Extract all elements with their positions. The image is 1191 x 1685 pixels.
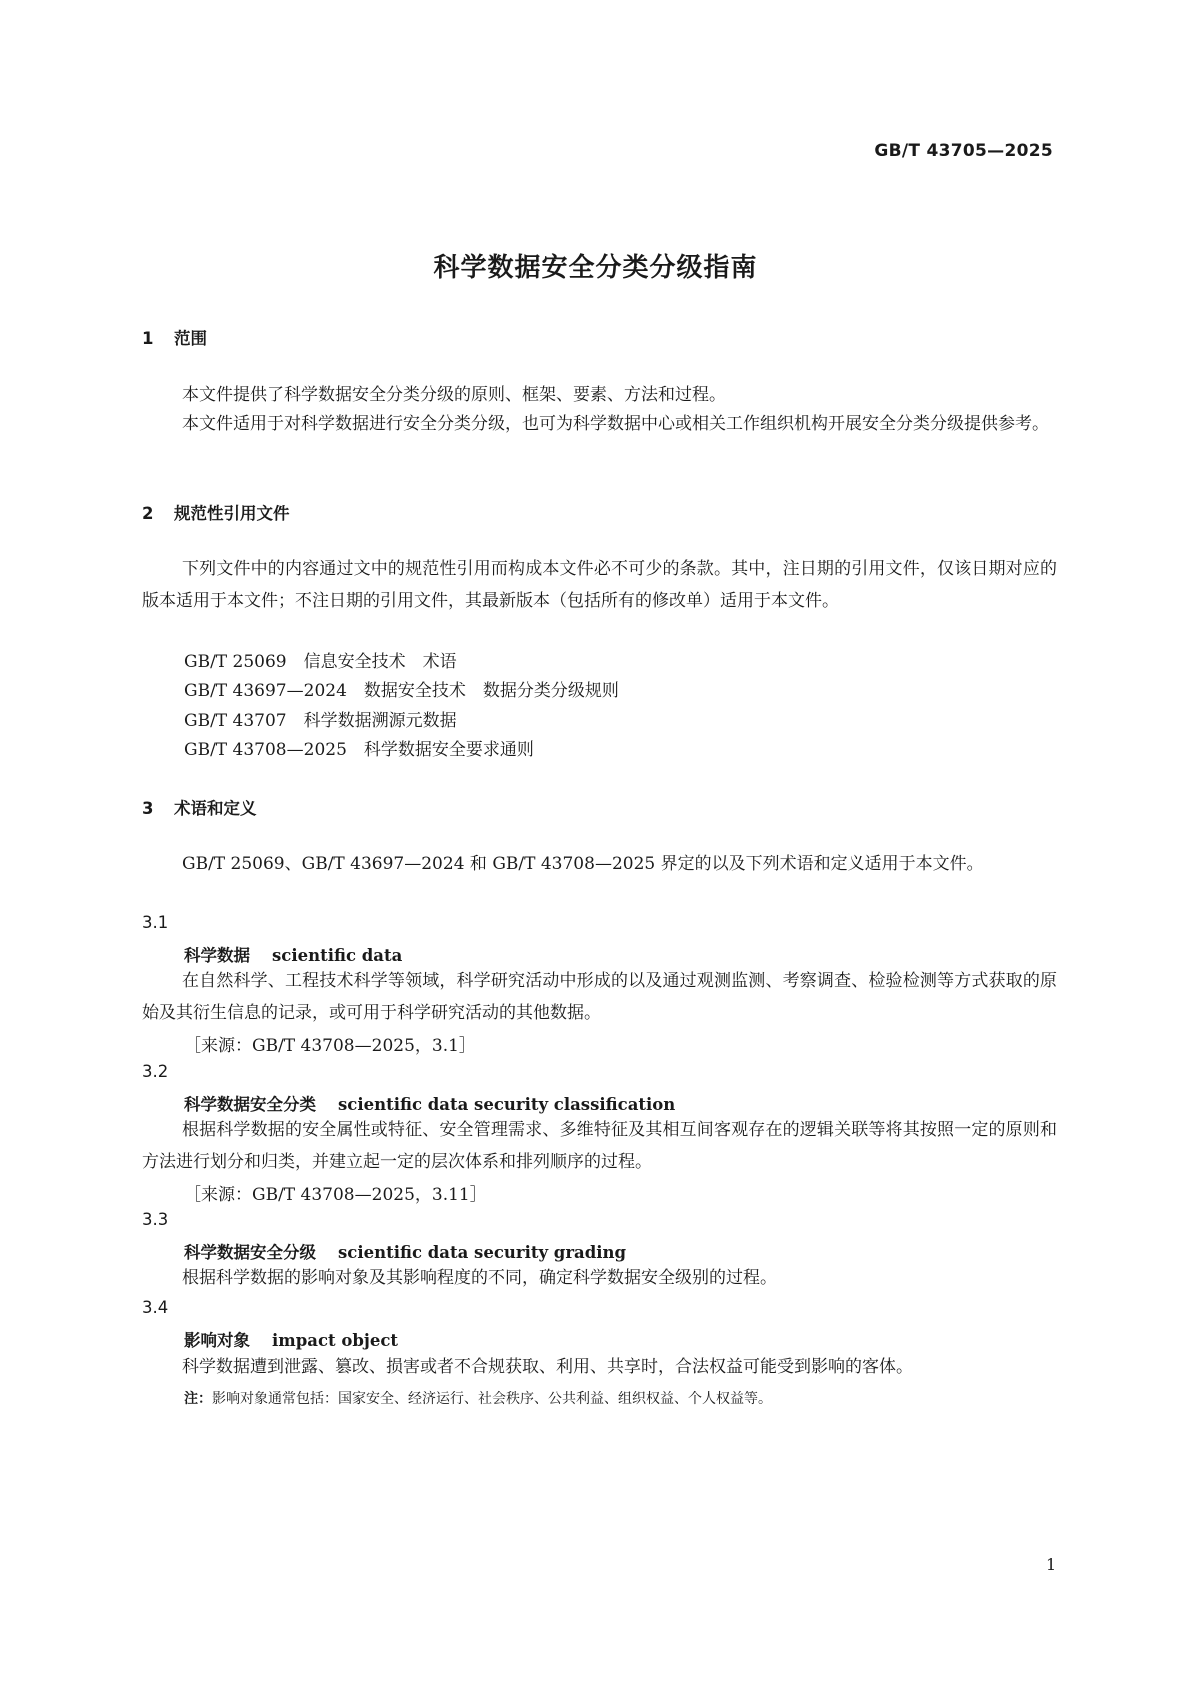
section-3-heading [142, 795, 257, 819]
term-en: scientific data security classification [338, 1095, 676, 1114]
reference-code: GB/T 43697—2024 [184, 681, 347, 701]
reference-title: 信息安全技术 术语 [303, 652, 457, 672]
reference-title: 数据安全技术 数据分类分级规则 [363, 681, 619, 701]
section-number: 3 [142, 799, 154, 818]
term-zh: 科学数据 [184, 946, 250, 965]
term-en: scientific data [272, 946, 403, 965]
paragraph: 下列文件中的内容通过文中的规范性引用而构成本文件必不可少的条款。其中，注日期的引用文件，仅该日期对应的版本适用于本文件；不注日期的引用文件，其最新版本（包括所有的修改单）适用于本文件。 [142, 559, 1057, 611]
term-number: 3.2 [142, 1062, 169, 1081]
reference-title: 科学数据溯源元数据 [303, 711, 457, 731]
term-definition: 根据科学数据的安全属性或特征、安全管理需求、多维特征及其相互间客观存在的逻辑关联等将其按照一定的原则和方法进行划分和归类，并建立起一定的层次体系和排列顺序的过程。 [142, 1120, 1057, 1172]
reference-title: 科学数据安全要求通则 [363, 740, 534, 760]
section-number: 1 [142, 329, 154, 348]
document-title: 科学数据安全分类分级指南 [433, 253, 758, 283]
term-en: scientific data security grading [338, 1243, 627, 1262]
term-heading [184, 942, 402, 966]
section-1-heading [142, 325, 207, 349]
term-zh: 科学数据安全分类 [184, 1095, 316, 1114]
note-text: 影响对象通常包括：国家安全、经济运行、社会秩序、公共利益、组织权益、个人权益等。 [212, 1391, 772, 1407]
term-definition: 在自然科学、工程技术科学等领域，科学研究活动中形成的以及通过观测监测、考察调查、检验检测等方式获取的原始及其衍生信息的记录，或可用于科学研究活动的其他数据。 [142, 971, 1057, 1023]
paragraph: 本文件提供了科学数据安全分类分级的原则、框架、要素、方法和过程。 [182, 385, 726, 405]
page-number: 1 [1046, 1555, 1057, 1574]
reference-code: GB/T 43708—2025 [184, 740, 347, 760]
term-en: impact object [272, 1331, 399, 1350]
reference-code: GB/T 43707 [184, 711, 287, 731]
term-heading [184, 1239, 626, 1263]
term-number: 3.3 [142, 1210, 169, 1229]
standard-code: GB/T 43705—2025 [874, 141, 1053, 161]
term-heading [184, 1091, 675, 1115]
term-definition: 根据科学数据的影响对象及其影响程度的不同，确定科学数据安全级别的过程。 [182, 1268, 777, 1288]
section-title: 规范性引用文件 [174, 504, 290, 523]
paragraph: GB/T 25069、GB/T 43697—2024 和 GB/T 43708—2025 界定的以及下列术语和定义适用于本文件。 [182, 854, 984, 874]
term-source: ［来源：GB/T 43708—2025，3.1］ [184, 1036, 476, 1056]
note [184, 1388, 772, 1408]
reference-item [184, 647, 457, 672]
section-number: 2 [142, 504, 154, 523]
reference-item [184, 676, 619, 701]
reference-code: GB/T 25069 [184, 652, 287, 672]
term-definition: 科学数据遭到泄露、篡改、损害或者不合规获取、利用、共享时，合法权益可能受到影响的客体。 [182, 1357, 913, 1377]
term-heading [184, 1327, 398, 1351]
section-title: 术语和定义 [174, 799, 257, 818]
paragraph: 本文件适用于对科学数据进行安全分类分级，也可为科学数据中心或相关工作组织机构开展安全分类分级提供参考。 [182, 414, 1049, 434]
term-number: 3.4 [142, 1298, 169, 1317]
note-label: 注： [184, 1391, 212, 1407]
reference-item [184, 735, 534, 760]
section-title: 范围 [174, 329, 207, 348]
term-zh: 科学数据安全分级 [184, 1243, 316, 1262]
section-2-heading [142, 500, 290, 524]
term-number: 3.1 [142, 913, 169, 932]
term-source: ［来源：GB/T 43708—2025，3.11］ [184, 1185, 487, 1205]
reference-item [184, 706, 457, 731]
term-zh: 影响对象 [184, 1331, 250, 1350]
